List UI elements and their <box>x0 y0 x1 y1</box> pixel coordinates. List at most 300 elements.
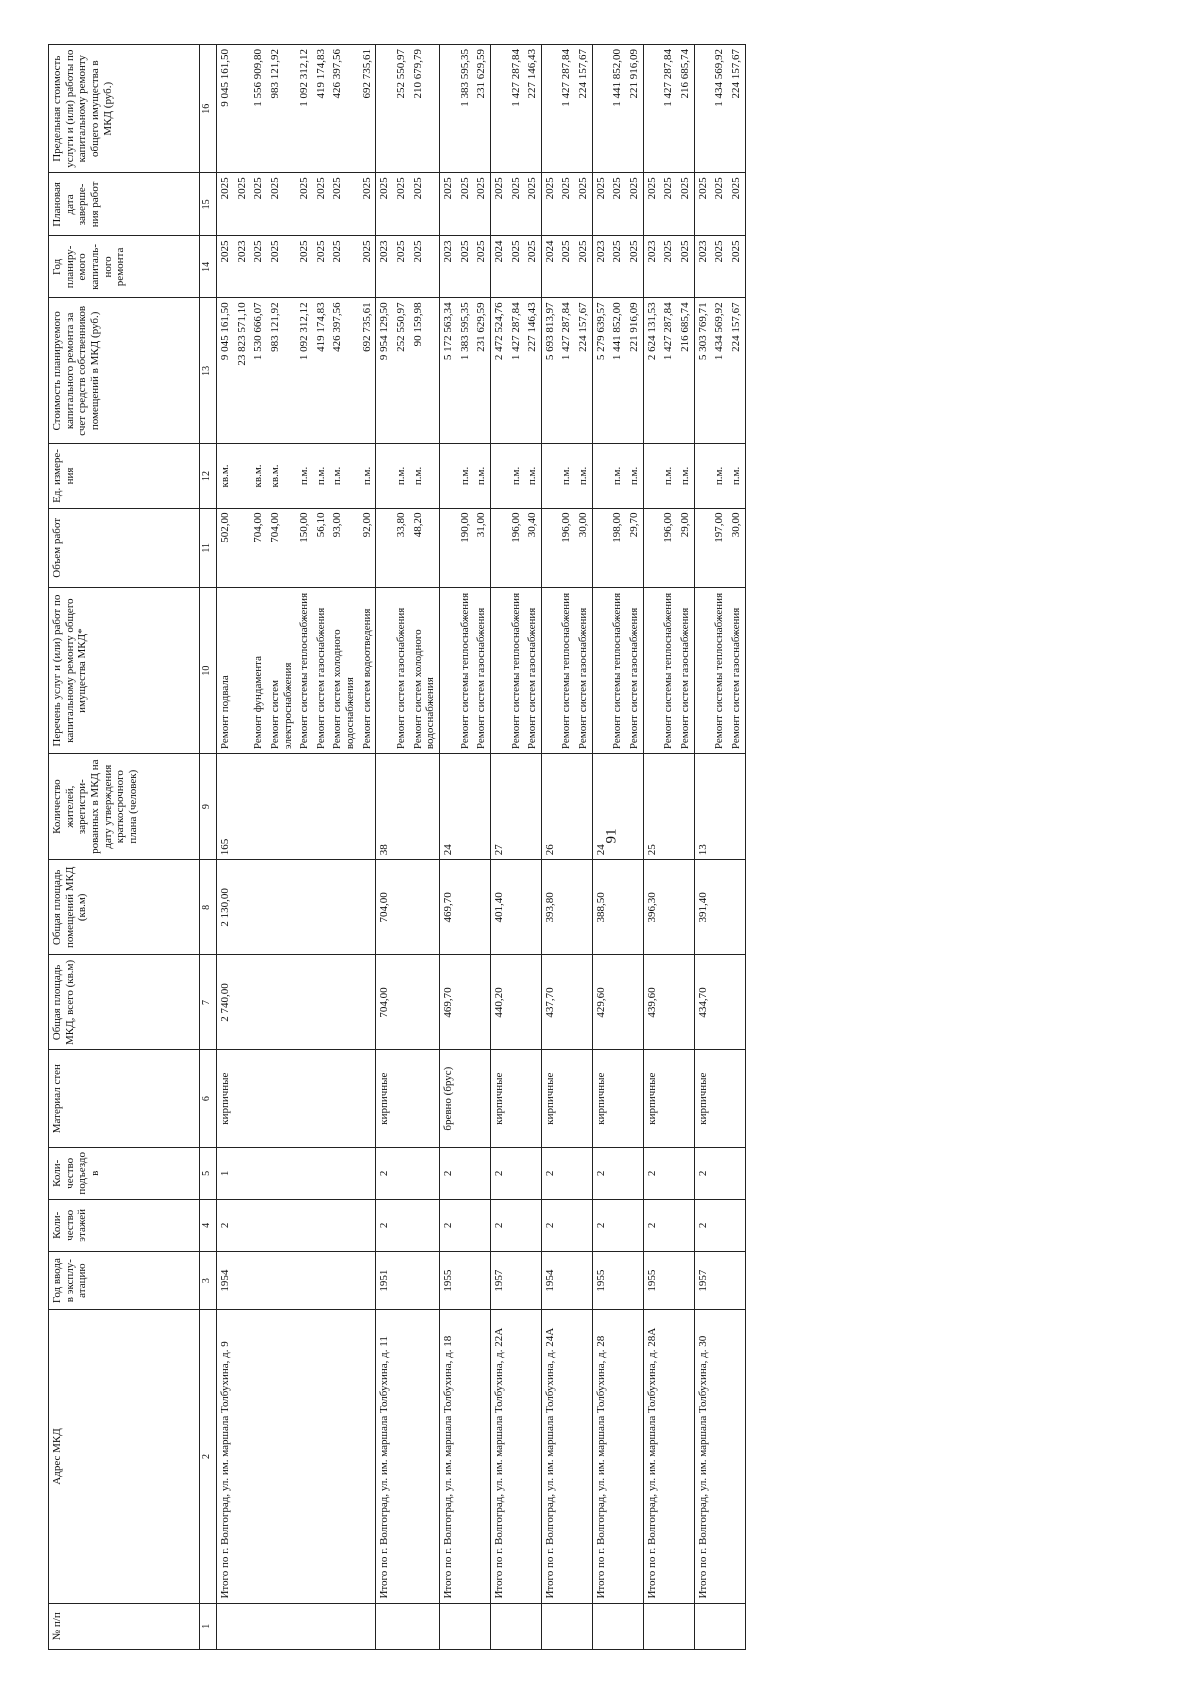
table-row <box>728 45 745 1650</box>
work-name-cell <box>376 588 393 754</box>
work-name-cell: Ремонт систем газоснабжения <box>575 588 592 754</box>
empty-cell <box>677 1199 694 1251</box>
empty-cell <box>234 1050 251 1147</box>
empty-cell <box>660 955 677 1050</box>
address-cell: Итого по г. Волгоград, ул. им. маршала Толбухина, д. 18 <box>439 1310 456 1603</box>
empty-cell <box>359 1147 376 1199</box>
empty-cell <box>473 1603 490 1649</box>
completion-year-cell: 2025 <box>217 173 234 236</box>
empty-cell <box>558 754 575 860</box>
header-row <box>49 45 200 1650</box>
limit-cost-cell: 426 397,56 <box>329 45 358 173</box>
residents-cell: 165 <box>217 754 234 860</box>
wall-material-cell: кирпичные <box>694 1050 711 1147</box>
empty-cell <box>296 1050 313 1147</box>
table-row <box>592 45 609 1650</box>
work-volume-cell: 92,00 <box>359 508 376 588</box>
work-name-cell: Ремонт системы теплоснабжения <box>508 588 525 754</box>
empty-cell <box>410 1199 440 1251</box>
empty-cell <box>609 860 626 955</box>
address-cell: Итого по г. Волгоград, ул. им. маршала Толбухина, д. 11 <box>376 1310 393 1603</box>
completion-year-cell: 2025 <box>376 173 393 236</box>
work-unit-cell: п.м. <box>677 444 694 508</box>
empty-cell <box>359 1199 376 1251</box>
repair-year-cell: 2025 <box>473 236 490 298</box>
limit-cost-cell <box>643 45 660 173</box>
work-volume-cell: 197,00 <box>711 508 728 588</box>
empty-cell <box>313 1199 330 1251</box>
empty-cell <box>626 1147 643 1199</box>
completion-year-cell: 2025 <box>626 173 643 236</box>
repair-year-cell: 2025 <box>558 236 575 298</box>
row-number-cell <box>439 1603 456 1649</box>
empty-cell <box>250 955 267 1050</box>
limit-cost-cell: 221 916,09 <box>626 45 643 173</box>
work-unit-cell: п.м. <box>524 444 541 508</box>
empty-cell <box>558 1199 575 1251</box>
work-name-cell: Ремонт систем электроснабжения <box>267 588 296 754</box>
empty-cell <box>575 1147 592 1199</box>
work-cost-cell: 426 397,56 <box>329 298 358 444</box>
empty-cell <box>234 1251 251 1310</box>
completion-year-cell: 2025 <box>728 173 745 236</box>
empty-cell <box>728 1199 745 1251</box>
residents-cell: 13 <box>694 754 711 860</box>
empty-cell <box>329 1199 358 1251</box>
empty-cell <box>575 754 592 860</box>
work-name-cell <box>439 588 456 754</box>
work-name-cell: Ремонт системы теплоснабжения <box>457 588 474 754</box>
empty-cell <box>524 1310 541 1603</box>
repair-year-cell: 2023 <box>694 236 711 298</box>
work-cost-cell: 1 383 595,35 <box>457 298 474 444</box>
column-number: 12 <box>200 444 217 508</box>
empty-cell <box>558 1251 575 1310</box>
empty-cell <box>296 1310 313 1603</box>
empty-cell <box>508 1310 525 1603</box>
empty-cell <box>393 1199 410 1251</box>
work-volume-cell: 93,00 <box>329 508 358 588</box>
work-unit-cell: п.м. <box>393 444 410 508</box>
empty-cell <box>329 1251 358 1310</box>
column-header: Год планиру-емого капиталь-ного ремонта <box>49 236 200 298</box>
empty-cell <box>575 860 592 955</box>
column-header: Общая площадь МКД, всего (кв.м) <box>49 955 200 1050</box>
empty-cell <box>457 1310 474 1603</box>
empty-cell <box>250 754 267 860</box>
table-row <box>643 45 660 1650</box>
work-cost-cell: 23 823 571,10 <box>234 298 251 444</box>
wall-material-cell: кирпичные <box>643 1050 660 1147</box>
work-volume-cell: 48,20 <box>410 508 440 588</box>
work-unit-cell: п.м. <box>626 444 643 508</box>
empty-cell <box>267 1199 296 1251</box>
work-unit-cell: п.м. <box>296 444 313 508</box>
floors-cell: 2 <box>439 1199 456 1251</box>
repair-year-cell: 2025 <box>329 236 358 298</box>
empty-cell <box>410 754 440 860</box>
table-row <box>473 45 490 1650</box>
limit-cost-cell: 231 629,59 <box>473 45 490 173</box>
empty-cell <box>508 860 525 955</box>
total-area-cell: 704,00 <box>376 955 393 1050</box>
table-row <box>329 45 358 1650</box>
empty-cell <box>677 1147 694 1199</box>
empty-cell <box>508 1251 525 1310</box>
completion-year-cell: 2025 <box>250 173 267 236</box>
repair-year-cell: 2025 <box>660 236 677 298</box>
column-number: 5 <box>200 1147 217 1199</box>
empty-cell <box>250 1050 267 1147</box>
work-volume-cell <box>592 508 609 588</box>
empty-cell <box>457 1147 474 1199</box>
table-row <box>508 45 525 1650</box>
work-name-cell: Ремонт системы теплоснабжения <box>660 588 677 754</box>
wall-material-cell: кирпичные <box>592 1050 609 1147</box>
work-unit-cell <box>694 444 711 508</box>
limit-cost-cell: 252 550,97 <box>393 45 410 173</box>
empty-cell <box>728 1050 745 1147</box>
premises-area-cell: 401,40 <box>490 860 507 955</box>
empty-cell <box>267 1603 296 1649</box>
work-name-cell: Ремонт систем газоснабжения <box>524 588 541 754</box>
repair-year-cell: 2024 <box>490 236 507 298</box>
work-name-cell: Ремонт системы теплоснабжения <box>711 588 728 754</box>
table-row <box>313 45 330 1650</box>
column-header: Коли-чество этажей <box>49 1199 200 1251</box>
work-cost-cell: 5 693 813,97 <box>541 298 558 444</box>
empty-cell <box>660 1050 677 1147</box>
empty-cell <box>250 1147 267 1199</box>
repair-year-cell: 2025 <box>524 236 541 298</box>
empty-cell <box>296 860 313 955</box>
empty-cell <box>296 1147 313 1199</box>
completion-year-cell: 2025 <box>393 173 410 236</box>
empty-cell <box>457 1603 474 1649</box>
work-unit-cell: п.м. <box>313 444 330 508</box>
completion-year-cell: 2025 <box>508 173 525 236</box>
empty-cell <box>660 754 677 860</box>
empty-cell <box>359 754 376 860</box>
empty-cell <box>575 1310 592 1603</box>
empty-cell <box>359 1310 376 1603</box>
empty-cell <box>508 955 525 1050</box>
empty-cell <box>329 1050 358 1147</box>
work-unit-cell: п.м. <box>609 444 626 508</box>
address-cell: Итого по г. Волгоград, ул. им. маршала Толбухина, д. 22А <box>490 1310 507 1603</box>
residents-cell: 24 <box>592 754 609 860</box>
empty-cell <box>313 1251 330 1310</box>
empty-cell <box>329 955 358 1050</box>
empty-cell <box>728 1251 745 1310</box>
empty-cell <box>267 955 296 1050</box>
column-number: 1 <box>200 1603 217 1649</box>
work-name-cell <box>643 588 660 754</box>
empty-cell <box>626 860 643 955</box>
repair-year-cell: 2025 <box>393 236 410 298</box>
work-cost-cell: 2 472 524,76 <box>490 298 507 444</box>
work-name-cell: Ремонт подвала <box>217 588 234 754</box>
empty-cell <box>575 1603 592 1649</box>
table-row <box>558 45 575 1650</box>
work-unit-cell: п.м. <box>575 444 592 508</box>
work-unit-cell <box>234 444 251 508</box>
empty-cell <box>313 1147 330 1199</box>
work-name-cell: Ремонт систем газоснабжения <box>313 588 330 754</box>
repair-year-cell: 2025 <box>296 236 313 298</box>
entrances-cell: 2 <box>439 1147 456 1199</box>
completion-year-cell: 2025 <box>541 173 558 236</box>
work-volume-cell: 196,00 <box>660 508 677 588</box>
work-unit-cell <box>541 444 558 508</box>
empty-cell <box>508 1050 525 1147</box>
total-area-cell: 2 740,00 <box>217 955 234 1050</box>
empty-cell <box>313 860 330 955</box>
empty-cell <box>473 1310 490 1603</box>
work-name-cell <box>694 588 711 754</box>
work-volume-cell: 190,00 <box>457 508 474 588</box>
limit-cost-cell: 210 679,79 <box>410 45 440 173</box>
empty-cell <box>267 1050 296 1147</box>
empty-cell <box>457 955 474 1050</box>
year-built-cell: 1955 <box>592 1251 609 1310</box>
work-cost-cell: 1 427 287,84 <box>660 298 677 444</box>
work-unit-cell: п.м. <box>728 444 745 508</box>
limit-cost-cell: 1 556 909,80 <box>250 45 267 173</box>
empty-cell <box>410 860 440 955</box>
empty-cell <box>329 1147 358 1199</box>
empty-cell <box>711 1603 728 1649</box>
empty-cell <box>393 1147 410 1199</box>
empty-cell <box>313 754 330 860</box>
empty-cell <box>234 1603 251 1649</box>
work-cost-cell: 221 916,09 <box>626 298 643 444</box>
empty-cell <box>393 860 410 955</box>
column-header: Плановая дата заверше-ния работ <box>49 173 200 236</box>
table-row <box>250 45 267 1650</box>
work-cost-cell: 227 146,43 <box>524 298 541 444</box>
empty-cell <box>234 1199 251 1251</box>
total-area-cell: 429,60 <box>592 955 609 1050</box>
work-cost-cell: 1 434 569,92 <box>711 298 728 444</box>
work-volume-cell: 198,00 <box>609 508 626 588</box>
empty-cell <box>359 1603 376 1649</box>
table-row <box>439 45 456 1650</box>
completion-year-cell: 2025 <box>457 173 474 236</box>
limit-cost-cell: 692 735,61 <box>359 45 376 173</box>
repair-year-cell: 2023 <box>234 236 251 298</box>
limit-cost-cell <box>694 45 711 173</box>
limit-cost-cell: 1 383 595,35 <box>457 45 474 173</box>
limit-cost-cell: 983 121,92 <box>267 45 296 173</box>
table-row <box>524 45 541 1650</box>
empty-cell <box>473 860 490 955</box>
limit-cost-cell <box>439 45 456 173</box>
empty-cell <box>267 754 296 860</box>
year-built-cell: 1955 <box>643 1251 660 1310</box>
empty-cell <box>250 860 267 955</box>
empty-cell <box>609 955 626 1050</box>
limit-cost-cell <box>541 45 558 173</box>
empty-cell <box>313 1310 330 1603</box>
empty-cell <box>626 1603 643 1649</box>
empty-cell <box>677 860 694 955</box>
work-cost-cell: 1 427 287,84 <box>508 298 525 444</box>
column-header: Ед. измере-ния <box>49 444 200 508</box>
work-name-cell <box>234 588 251 754</box>
empty-cell <box>660 1199 677 1251</box>
total-area-cell: 439,60 <box>643 955 660 1050</box>
work-name-cell: Ремонт систем газоснабжения <box>728 588 745 754</box>
row-number-cell <box>490 1603 507 1649</box>
empty-cell <box>728 1603 745 1649</box>
year-built-cell: 1957 <box>694 1251 711 1310</box>
repair-year-cell: 2025 <box>677 236 694 298</box>
work-cost-cell: 5 172 563,34 <box>439 298 456 444</box>
completion-year-cell: 2025 <box>711 173 728 236</box>
empty-cell <box>575 1251 592 1310</box>
work-name-cell: Ремонт систем холодного водоснабжения <box>329 588 358 754</box>
residents-cell: 26 <box>541 754 558 860</box>
repair-year-cell: 2025 <box>728 236 745 298</box>
empty-cell <box>626 955 643 1050</box>
empty-cell <box>711 860 728 955</box>
limit-cost-cell: 1 427 287,84 <box>558 45 575 173</box>
premises-area-cell: 2 130,00 <box>217 860 234 955</box>
table-row <box>490 45 507 1650</box>
empty-cell <box>473 754 490 860</box>
work-unit-cell: кв.м. <box>267 444 296 508</box>
empty-cell <box>524 1251 541 1310</box>
column-header: Адрес МКД <box>49 1310 200 1603</box>
empty-cell <box>473 1199 490 1251</box>
empty-cell <box>410 955 440 1050</box>
premises-area-cell: 393,80 <box>541 860 558 955</box>
table-row <box>694 45 711 1650</box>
work-volume-cell: 150,00 <box>296 508 313 588</box>
empty-cell <box>524 955 541 1050</box>
work-volume-cell: 30,00 <box>575 508 592 588</box>
floors-cell: 2 <box>694 1199 711 1251</box>
empty-cell <box>329 860 358 955</box>
empty-cell <box>393 1310 410 1603</box>
table-row <box>234 45 251 1650</box>
empty-cell <box>728 754 745 860</box>
empty-cell <box>558 1147 575 1199</box>
empty-cell <box>524 860 541 955</box>
empty-cell <box>524 754 541 860</box>
work-name-cell: Ремонт систем газоснабжения <box>473 588 490 754</box>
premises-area-cell: 396,30 <box>643 860 660 955</box>
work-cost-cell: 9 045 161,50 <box>217 298 234 444</box>
work-volume-cell <box>234 508 251 588</box>
work-volume-cell: 29,00 <box>677 508 694 588</box>
page-number: 91 <box>603 828 620 844</box>
work-cost-cell: 692 735,61 <box>359 298 376 444</box>
empty-cell <box>558 955 575 1050</box>
limit-cost-cell: 9 045 161,50 <box>217 45 234 173</box>
work-cost-cell: 1 427 287,84 <box>558 298 575 444</box>
table-row <box>410 45 440 1650</box>
repair-year-cell: 2025 <box>711 236 728 298</box>
limit-cost-cell <box>592 45 609 173</box>
empty-cell <box>677 955 694 1050</box>
empty-cell <box>609 1310 626 1603</box>
empty-cell <box>267 1147 296 1199</box>
empty-cell <box>250 1603 267 1649</box>
limit-cost-cell: 224 157,67 <box>575 45 592 173</box>
work-name-cell: Ремонт систем газоснабжения <box>677 588 694 754</box>
work-name-cell: Ремонт систем газоснабжения <box>626 588 643 754</box>
wall-material-cell: бревно (брус) <box>439 1050 456 1147</box>
column-number: 3 <box>200 1251 217 1310</box>
repair-year-cell: 2023 <box>643 236 660 298</box>
work-cost-cell: 1 092 312,12 <box>296 298 313 444</box>
empty-cell <box>609 1147 626 1199</box>
limit-cost-cell: 227 146,43 <box>524 45 541 173</box>
limit-cost-cell: 216 685,74 <box>677 45 694 173</box>
empty-cell <box>508 754 525 860</box>
empty-cell <box>296 1603 313 1649</box>
empty-cell <box>410 1147 440 1199</box>
total-area-cell: 440,20 <box>490 955 507 1050</box>
work-volume-cell: 502,00 <box>217 508 234 588</box>
row-number-cell <box>376 1603 393 1649</box>
work-volume-cell: 30,00 <box>728 508 745 588</box>
work-cost-cell: 9 954 129,50 <box>376 298 393 444</box>
floors-cell: 2 <box>541 1199 558 1251</box>
completion-year-cell: 2025 <box>439 173 456 236</box>
work-volume-cell <box>376 508 393 588</box>
empty-cell <box>524 1147 541 1199</box>
work-unit-cell: п.м. <box>508 444 525 508</box>
completion-year-cell: 2025 <box>296 173 313 236</box>
work-name-cell <box>490 588 507 754</box>
entrances-cell: 2 <box>592 1147 609 1199</box>
empty-cell <box>457 860 474 955</box>
row-number-cell <box>643 1603 660 1649</box>
work-name-cell <box>592 588 609 754</box>
empty-cell <box>393 1251 410 1310</box>
empty-cell <box>473 1050 490 1147</box>
table-row <box>217 45 234 1650</box>
repair-year-cell: 2025 <box>250 236 267 298</box>
empty-cell <box>728 1147 745 1199</box>
repair-year-cell: 2025 <box>575 236 592 298</box>
entrances-cell: 2 <box>490 1147 507 1199</box>
empty-cell <box>660 1147 677 1199</box>
column-number: 16 <box>200 45 217 173</box>
work-unit-cell: п.м. <box>329 444 358 508</box>
total-area-cell: 469,70 <box>439 955 456 1050</box>
repair-year-cell: 2023 <box>376 236 393 298</box>
completion-year-cell: 2025 <box>267 173 296 236</box>
empty-cell <box>508 1603 525 1649</box>
empty-cell <box>677 1050 694 1147</box>
table-row <box>541 45 558 1650</box>
work-volume-cell <box>694 508 711 588</box>
completion-year-cell: 2025 <box>694 173 711 236</box>
column-number: 14 <box>200 236 217 298</box>
work-name-cell: Ремонт систем холодного водоснабжения <box>410 588 440 754</box>
empty-cell <box>296 1251 313 1310</box>
empty-cell <box>313 1050 330 1147</box>
limit-cost-cell: 1 427 287,84 <box>660 45 677 173</box>
year-built-cell: 1957 <box>490 1251 507 1310</box>
empty-cell <box>296 754 313 860</box>
empty-cell <box>473 955 490 1050</box>
work-cost-cell: 5 279 639,57 <box>592 298 609 444</box>
